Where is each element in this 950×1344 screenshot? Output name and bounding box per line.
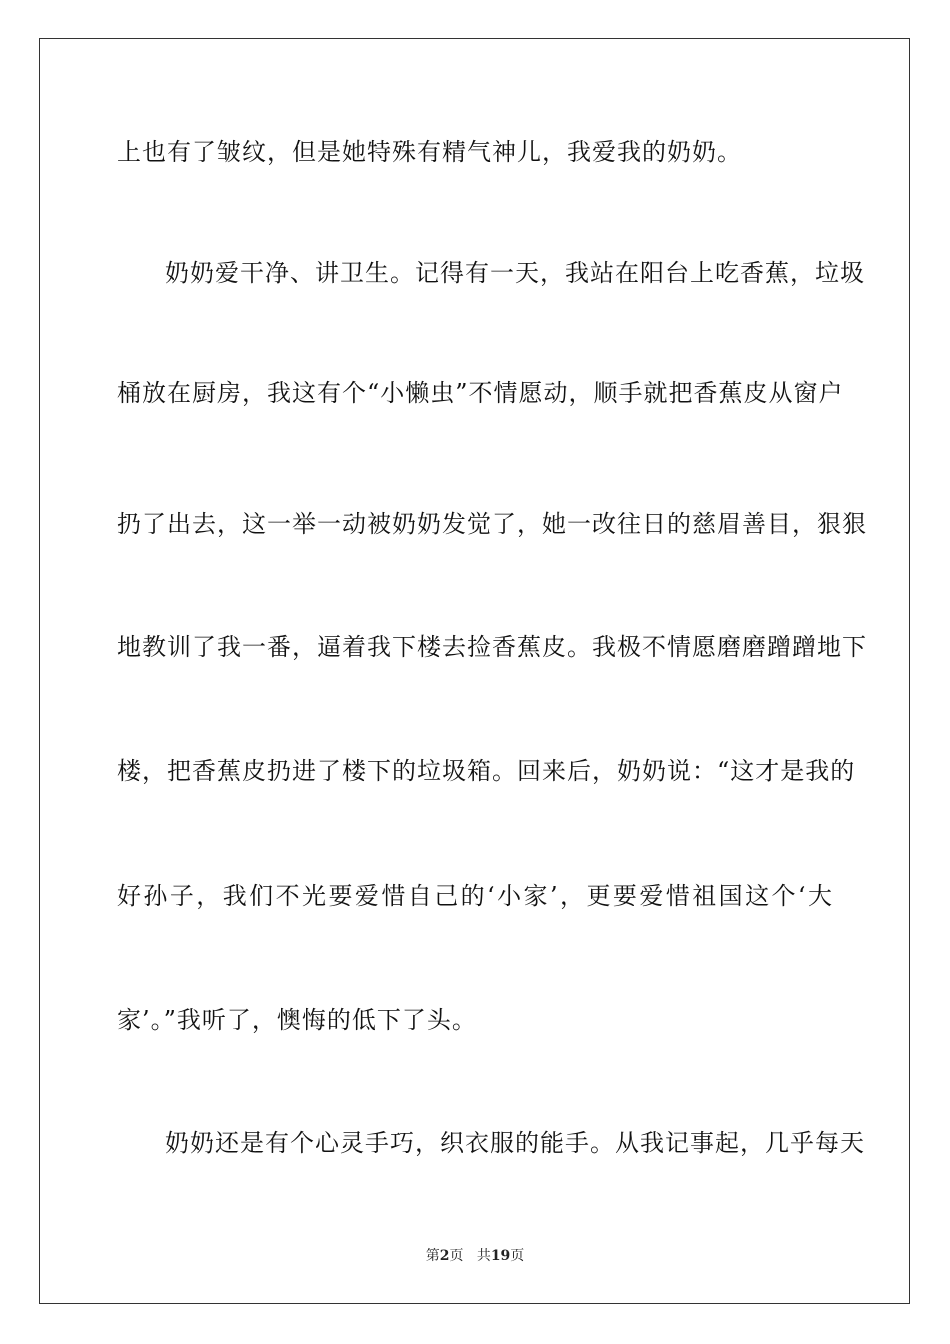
footer-total-pages: 19 [490,1248,511,1264]
footer-prefix: 第 [425,1248,440,1264]
text-line-2: 奶奶爱干净、讲卫生。记得有一天，我站在阳台上吃香蕉，垃圾 [165,259,865,287]
footer-total-prefix: 共 [476,1248,491,1264]
text-line-3: 桶放在厨房，我这有个“小懒虫”不情愿动，顺手就把香蕉皮从窗户 [117,379,844,407]
text-line-7: 好孙子，我们不光要爱惜自己的‘小家’，更要爱惜祖国这个‘大 [117,882,833,910]
text-line-8: 家’。”我听了，懊悔的低下了头。 [117,1006,477,1034]
footer-page-unit: 页 [449,1248,464,1264]
text-line-5: 地教训了我一番，逼着我下楼去捡香蕉皮。我极不情愿磨磨蹭蹭地下 [117,633,867,661]
page-border [39,38,910,1304]
text-line-9: 奶奶还是有个心灵手巧，织衣服的能手。从我记事起，几乎每天 [165,1129,865,1157]
footer-page-number: 2 [439,1248,450,1264]
text-line-1: 上也有了皱纹，但是她特殊有精气神儿，我爱我的奶奶。 [117,138,742,166]
text-line-4: 扔了出去，这一举一动被奶奶发觉了，她一改往日的慈眉善目，狠狠 [117,510,867,538]
text-line-6: 楼，把香蕉皮扔进了楼下的垃圾箱。回来后，奶奶说：“这才是我的 [117,757,856,785]
page-footer [0,1247,950,1265]
footer-total-unit: 页 [510,1248,525,1264]
